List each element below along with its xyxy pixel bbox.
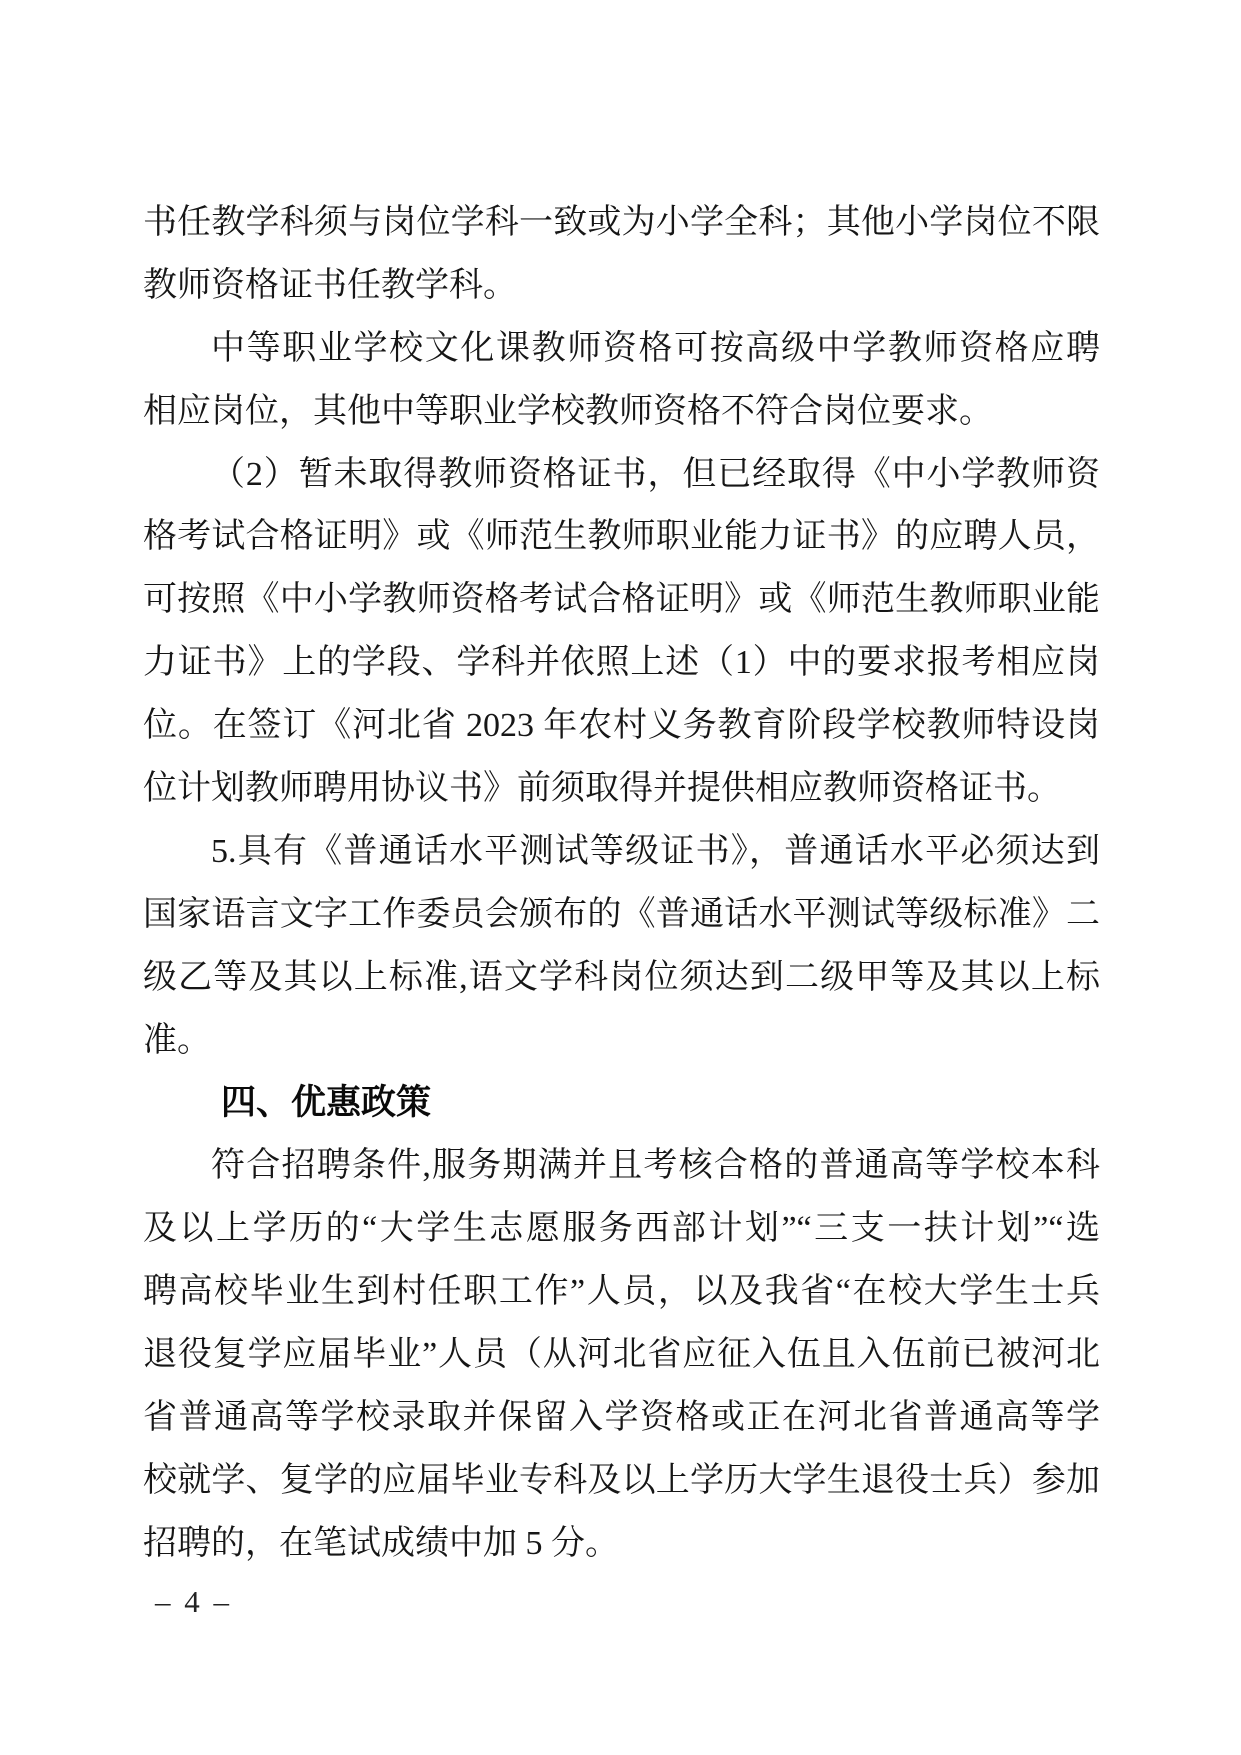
text-line: 退役复学应届毕业”人员（从河北省应征入伍且入伍前已被河北 xyxy=(143,1336,1100,1374)
text-line: 校就学、复学的应届毕业专科及以上学历大学生退役士兵）参加 xyxy=(143,1461,1100,1499)
text-line: 中等职业学校文化课教师资格可按高级中学教师资格应聘 xyxy=(211,329,1100,367)
text-line: 省普通高等学校录取并保留入学资格或正在河北省普通高等学 xyxy=(143,1398,1100,1436)
text-line: 聘高校毕业生到村任职工作”人员，以及我省“在校大学生士兵 xyxy=(143,1273,1100,1311)
text-line: 准。 xyxy=(143,1021,211,1059)
section-heading: 四、优惠政策 xyxy=(221,1083,432,1123)
text-line: 及以上学历的“大学生志愿服务西部计划”“三支一扶计划”“选 xyxy=(143,1210,1100,1248)
text-line: 位计划教师聘用协议书》前须取得并提供相应教师资格证书。 xyxy=(143,770,1061,808)
text-line: 力证书》上的学段、学科并依照上述（1）中的要求报考相应岗 xyxy=(143,644,1100,682)
text-line: 可按照《中小学教师资格考试合格证明》或《师范生教师职业能 xyxy=(143,581,1100,619)
text-line: 级乙等及其以上标准,语文学科岗位须达到二级甲等及其以上标 xyxy=(143,958,1100,996)
text-line: 教师资格证书任教学科。 xyxy=(143,266,517,304)
text-line: 符合招聘条件,服务期满并且考核合格的普通高等学校本科 xyxy=(211,1147,1100,1185)
text-line: 书任教学科须与岗位学科一致或为小学全科；其他小学岗位不限 xyxy=(143,204,1100,241)
text-line: 5.具有《普通话水平测试等级证书》，普通话水平必须达到 xyxy=(211,832,1100,870)
text-line: 相应岗位，其他中等职业学校教师资格不符合岗位要求。 xyxy=(143,392,993,430)
text-line: 招聘的，在笔试成绩中加 5 分。 xyxy=(143,1524,619,1562)
text-line: （2）暂未取得教师资格证书，但已经取得《中小学教师资 xyxy=(211,455,1100,493)
page-number: – 4 – xyxy=(155,1584,232,1619)
text-line: 国家语言文字工作委员会颁布的《普通话水平测试等级标准》二 xyxy=(143,895,1100,933)
text-line: 位。在签订《河北省 2023 年农村义务教育阶段学校教师特设岗 xyxy=(143,707,1100,745)
document-body xyxy=(143,192,1100,1576)
text-line: 格考试合格证明》或《师范生教师职业能力证书》的应聘人员， xyxy=(143,518,1100,556)
